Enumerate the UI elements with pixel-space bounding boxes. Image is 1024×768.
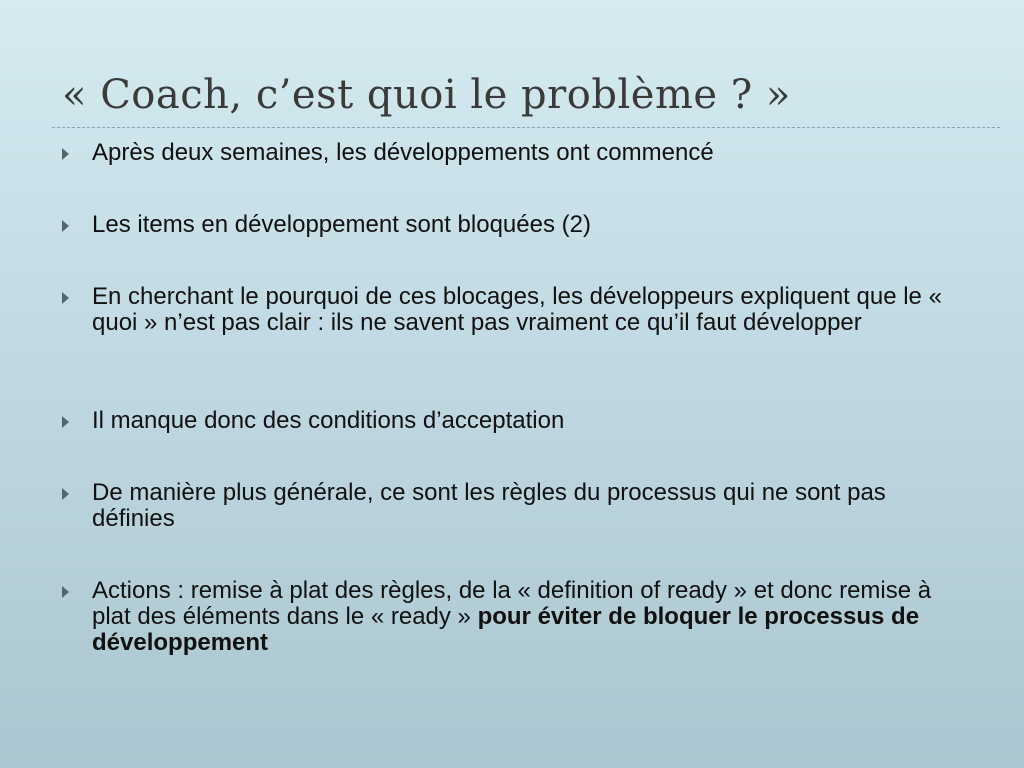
bullet-text: Après deux semaines, les développements ont commencé <box>92 139 714 166</box>
slide-title: « Coach, c’est quoi le problème ? » <box>62 72 791 118</box>
bullet-text: Il manque donc des conditions d’acceptation <box>92 407 565 434</box>
title-divider <box>52 127 1000 128</box>
triangle-right-icon <box>62 416 69 428</box>
bullet-text <box>92 578 972 656</box>
triangle-right-icon <box>62 292 69 304</box>
bullet-text-bold: pour éviter de bloquer le processus de développement <box>92 603 920 656</box>
triangle-right-icon <box>62 148 69 160</box>
bullet-text: Les items en développement sont bloquées (2) <box>92 211 591 238</box>
triangle-right-icon <box>62 488 69 500</box>
triangle-right-icon <box>62 586 69 598</box>
bullet-text: En cherchant le pourquoi de ces blocages, les développeurs expliquent que le « quoi » n’est pas clair : ils ne savent pas vraiment ce qu’il faut développer <box>92 283 942 336</box>
bullet-text-regular: Actions : remise à plat des règles, de la « definition of ready » et donc remise à plat des éléments dans le « ready » <box>92 577 932 630</box>
triangle-right-icon <box>62 220 69 232</box>
bullet-text: De manière plus générale, ce sont les règles du processus qui ne sont pas définies <box>92 479 886 532</box>
